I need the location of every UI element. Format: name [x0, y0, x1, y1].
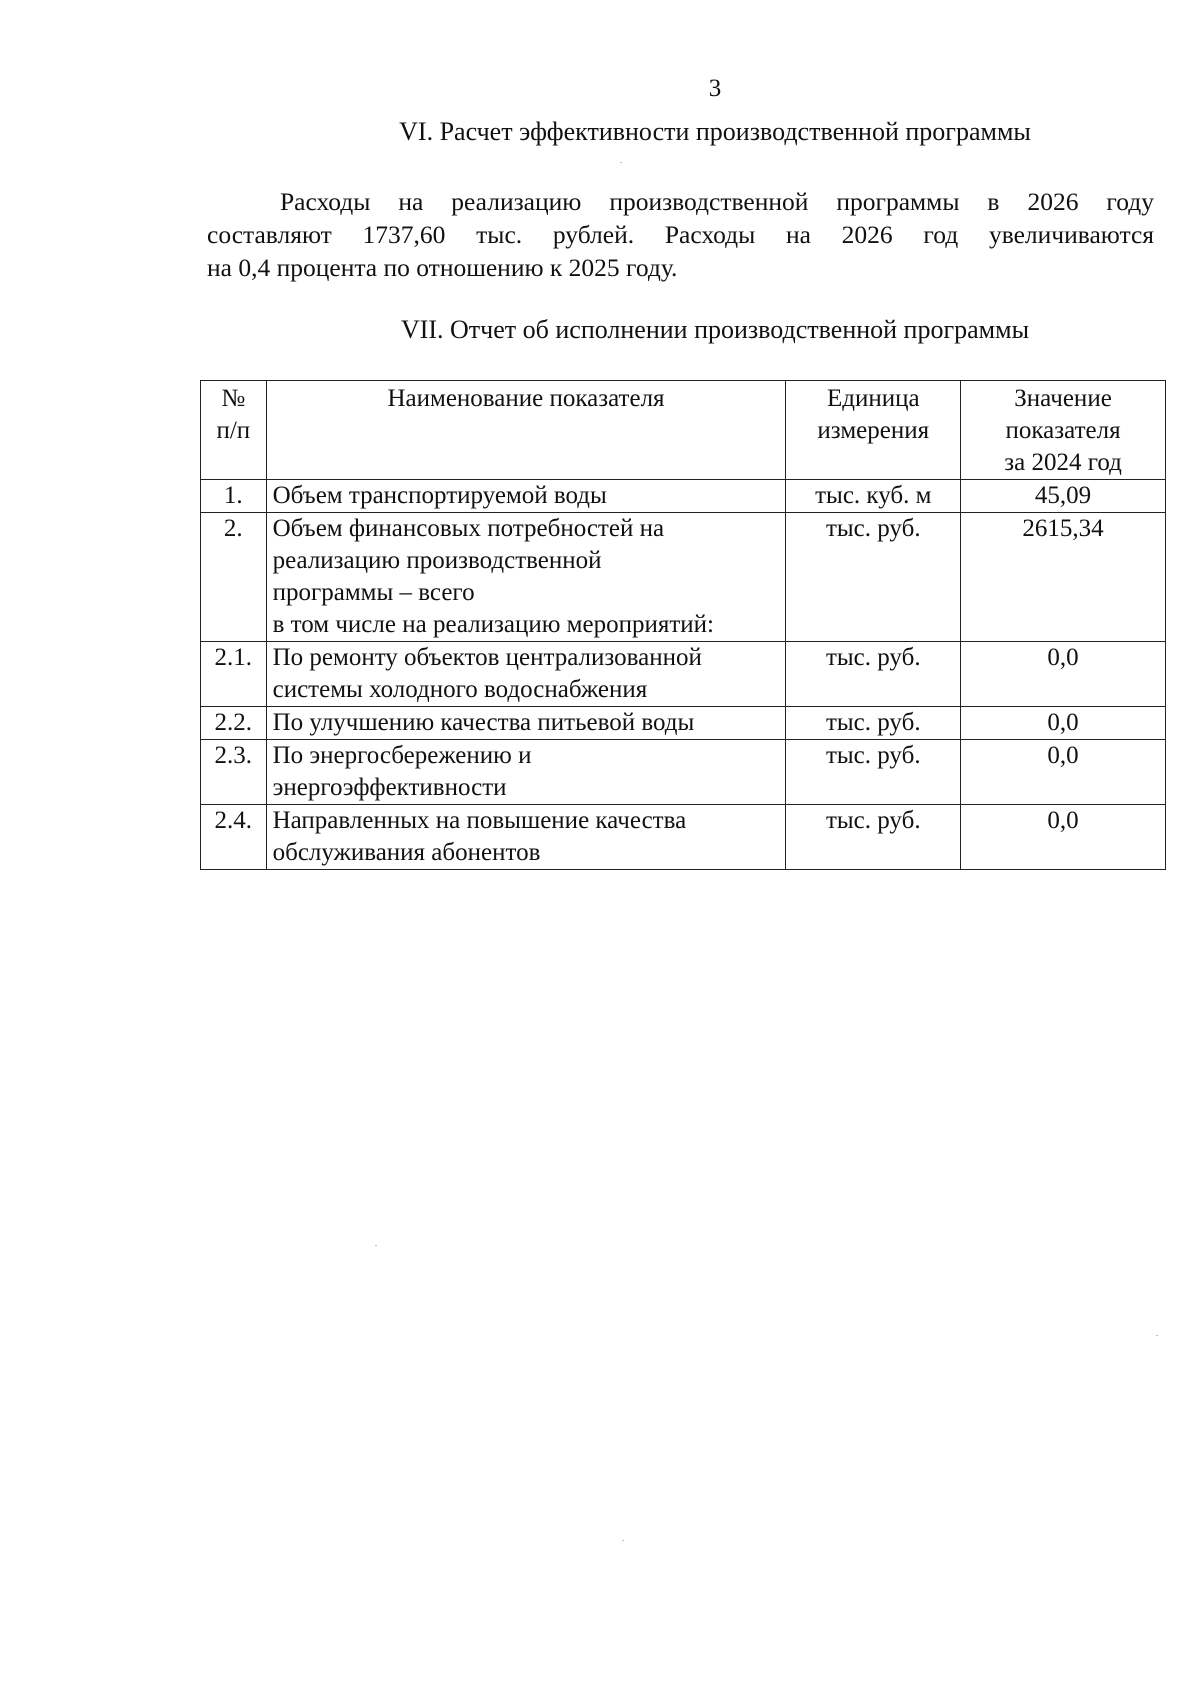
- row-unit: тыс. руб.: [786, 642, 961, 707]
- row-indicator-name: По улучшению качества питьевой воды: [266, 707, 786, 740]
- row-unit: тыс. руб.: [786, 513, 961, 642]
- header-value: Значение показателя за 2024 год: [961, 381, 1166, 480]
- row-indicator-name: Объем транспортируемой воды: [266, 480, 786, 513]
- table-row: [201, 480, 1166, 513]
- scan-speck: [1156, 1335, 1158, 1336]
- table-row: [201, 707, 1166, 740]
- row-value: 0,0: [961, 740, 1166, 805]
- row-indicator-name: Направленных на повышение качества обслуживания абонентов: [266, 805, 786, 870]
- table-row: [201, 513, 1166, 642]
- row-unit: тыс. куб. м: [786, 480, 961, 513]
- row-number: 2.1.: [201, 642, 267, 707]
- row-number: 2.3.: [201, 740, 267, 805]
- row-unit: тыс. руб.: [786, 740, 961, 805]
- program-report-table: [200, 380, 1166, 870]
- row-indicator-name: Объем финансовых потребностей на реализацию производственной программы – всего в том числе на реализацию мероприятий:: [266, 513, 786, 642]
- row-number: 1.: [201, 480, 267, 513]
- scan-speck: [620, 162, 622, 163]
- paragraph-line: на 0,4 процента по отношению к 2025 году.: [207, 253, 678, 282]
- row-number: 2.: [201, 513, 267, 642]
- row-indicator-name: По ремонту объектов централизованной системы холодного водоснабжения: [266, 642, 786, 707]
- scan-speck: [622, 1540, 624, 1541]
- row-indicator-name: По энергосбережению и энергоэффективности: [266, 740, 786, 805]
- efficiency-paragraph: [207, 185, 1154, 284]
- header-indicator-name: Наименование показателя: [266, 381, 786, 480]
- row-number: 2.2.: [201, 707, 267, 740]
- table-row: [201, 642, 1166, 707]
- page-number: 3: [708, 75, 722, 102]
- row-value: 0,0: [961, 707, 1166, 740]
- paragraph-line: составляют 1737,60 тыс. рублей. Расходы на 2026 год увеличиваются: [207, 220, 1154, 249]
- row-number: 2.4.: [201, 805, 267, 870]
- row-value: 45,09: [961, 480, 1166, 513]
- header-number: № п/п: [201, 381, 267, 480]
- table-row: [201, 740, 1166, 805]
- scan-speck: [375, 1245, 377, 1246]
- table-row: [201, 805, 1166, 870]
- row-unit: тыс. руб.: [786, 707, 961, 740]
- row-unit: тыс. руб.: [786, 805, 961, 870]
- row-value: 2615,34: [961, 513, 1166, 642]
- section-vi-title: VI. Расчет эффективности производственной программы: [399, 117, 1031, 146]
- row-value: 0,0: [961, 805, 1166, 870]
- section-vii-title: VII. Отчет об исполнении производственной программы: [400, 315, 1030, 344]
- paragraph-line: Расходы на реализацию производственной программы в 2026 году: [280, 187, 1154, 216]
- header-unit: Единица измерения: [786, 381, 961, 480]
- row-value: 0,0: [961, 642, 1166, 707]
- table-header-row: [201, 381, 1166, 480]
